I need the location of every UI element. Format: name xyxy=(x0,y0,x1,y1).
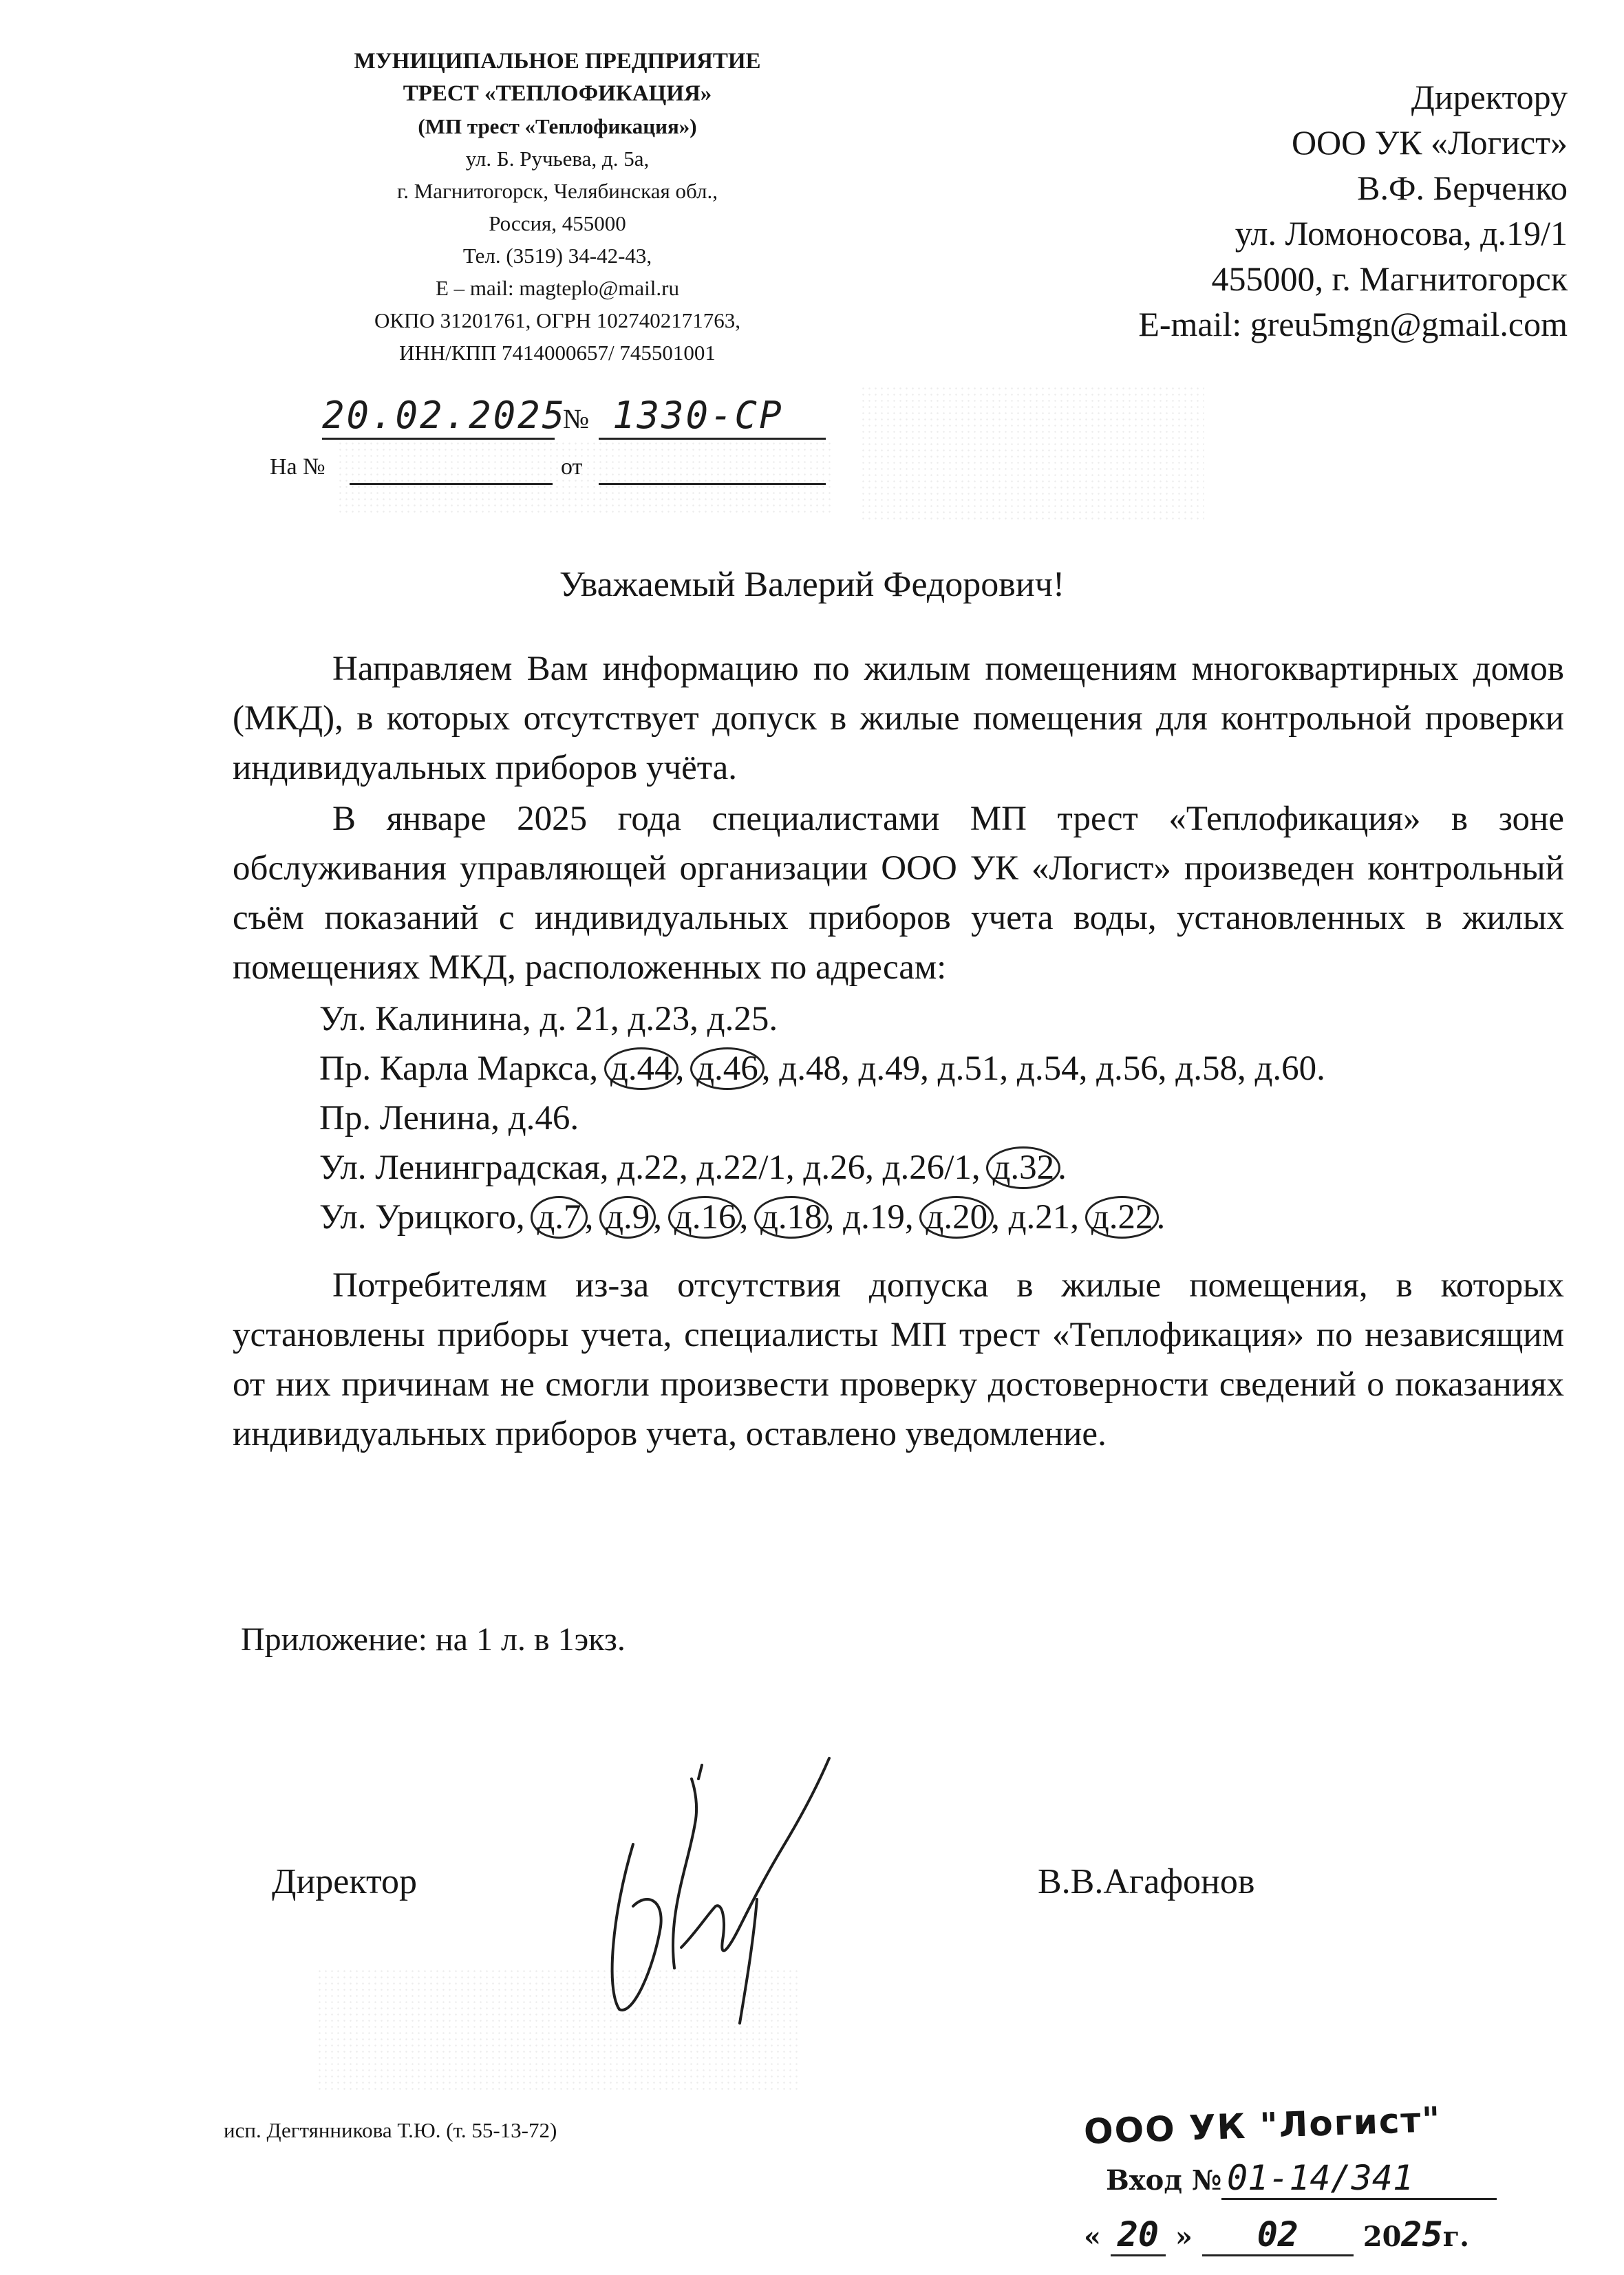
stamp-date-row xyxy=(1084,2214,1469,2256)
scan-noise xyxy=(860,385,1204,523)
addressee-line: E-mail: greu5mgn@gmail.com xyxy=(1138,305,1568,343)
outgoing-number: 1330-СР xyxy=(612,394,784,437)
addressee-line: ул. Ломоносова, д.19/1 xyxy=(1235,214,1568,253)
addressee-block xyxy=(948,74,1568,347)
addressee-line: 455000, г. Магнитогорск xyxy=(1211,259,1568,298)
salutation: Уважаемый Валерий Федорович! xyxy=(559,565,1065,604)
sender-line: ОКПО 31201761, ОГРН 1027402171763, xyxy=(374,308,741,332)
address-list xyxy=(319,994,1572,1242)
outgoing-date: 20.02.2025 xyxy=(322,394,567,437)
circled-house: д.18 xyxy=(754,1196,829,1239)
stamp-organization: ООО УК "Логист" xyxy=(1083,2099,1442,2153)
executor-note: исп. Дегтянникова Т.Ю. (т. 55-13-72) xyxy=(224,2118,557,2142)
incoming-stamp xyxy=(1083,2099,1579,2271)
circled-house: д.44 xyxy=(604,1047,679,1090)
sender-line: ТРЕСТ «ТЕПЛОФИКАЦИЯ» xyxy=(403,81,712,106)
address-uritskogo: Ул. Урицкого, д.7, д.9, д.16, д.18, д.19, д.20, д.21, д.22. xyxy=(319,1193,1572,1242)
paragraph: В январе 2025 года специалистами МП трест «Теплофикация» в зоне обслуживания управляющей организации ООО УК «Логист» произведен контрольный съём показаний с индивидуальных приборов учета воды, установленных в жилых помещениях МКД, расположенных по адресам: xyxy=(233,800,1564,987)
circled-house: д.22 xyxy=(1085,1196,1160,1239)
paragraph: Потребителям из-за отсутствия допуска в жилые помещения, в которых установлены приборы учета, специалисты МП трест «Теплофикация» по независящим от них причинам не смогли произвести проверку достоверности сведений о показаниях индивидуальных приборов учета, оставлено уведомление. xyxy=(233,1266,1564,1453)
stamp-date-open-quote: « xyxy=(1084,2221,1101,2253)
addressee-line: ООО УК «Логист» xyxy=(1291,123,1568,162)
stamp-incoming-row xyxy=(1106,2164,1221,2197)
address-kalinina: Ул. Калинина, д. 21, д.23, д.25. xyxy=(319,1000,778,1038)
appendix-note: Приложение: на 1 л. в 1экз. xyxy=(241,1621,626,1658)
sender-line: ул. Б. Ручьева, д. 5а, xyxy=(465,147,650,171)
stamp-date-close-quote: » xyxy=(1175,2221,1193,2253)
sender-line: Россия, 455000 xyxy=(489,211,626,235)
reply-to-label: На № xyxy=(270,454,325,480)
circled-house: д.16 xyxy=(668,1196,742,1239)
stamp-year-end: г. xyxy=(1442,2221,1470,2253)
stamp-incoming-label: Вход № xyxy=(1106,2164,1222,2197)
stamp-incoming-field xyxy=(1221,2158,1497,2200)
address-lenina: Пр. Ленина, д.46. xyxy=(319,1099,579,1138)
signatory-name: В.В.Агафонов xyxy=(1038,1862,1255,1901)
addressee-line: Директору xyxy=(1411,78,1568,116)
sender-line: (МП трест «Теплофикация») xyxy=(418,114,697,138)
sender-line: МУНИЦИПАЛЬНОЕ ПРЕДПРИЯТИЕ xyxy=(354,49,761,74)
letter-body-top xyxy=(233,644,1564,994)
letter-body-bottom xyxy=(233,1261,1564,1460)
stamp-day: 20 xyxy=(1111,2214,1166,2256)
outgoing-number-label: № xyxy=(563,403,590,434)
sender-line: г. Магнитогорск, Челябинская обл., xyxy=(396,179,718,203)
sender-line: Тел. (3519) 34-42-43, xyxy=(462,244,652,268)
handwritten-signature xyxy=(592,1741,840,2030)
stamp-month: 02 xyxy=(1202,2214,1354,2256)
paragraph: Направляем Вам информацию по жилым помещениям многоквартирных домов (МКД), в которых отсутствует допуск в жилые помещения для контрольной проверки индивидуальных приборов учёта. xyxy=(233,650,1564,787)
reply-from-field xyxy=(599,454,826,485)
outgoing-number-field xyxy=(599,394,826,440)
reply-to-field xyxy=(350,454,553,485)
signatory-title: Директор xyxy=(272,1862,417,1901)
stamp-incoming-number: 01-14/341 xyxy=(1227,2158,1413,2198)
stamp-year-prefix: 20 xyxy=(1363,2221,1402,2253)
circled-house: д.9 xyxy=(599,1196,656,1239)
address-leningradskaya: Ул. Ленинградская, д.22, д.22/1, д.26, д.26/1, д.32. xyxy=(319,1143,1572,1193)
sender-block xyxy=(261,45,853,369)
circled-house: д.46 xyxy=(690,1047,765,1090)
sender-line: E – mail: magteplo@mail.ru xyxy=(436,276,679,300)
address-marksa: Пр. Карла Маркса, д.44, д.46, д.48, д.49, д.51, д.54, д.56, д.58, д.60. xyxy=(319,1044,1572,1093)
circled-house: д.7 xyxy=(531,1196,587,1239)
circled-house: д.20 xyxy=(919,1196,994,1239)
sender-line: ИНН/КПП 7414000657/ 745501001 xyxy=(399,341,716,365)
addressee-line: В.Ф. Берченко xyxy=(1357,169,1568,207)
outgoing-date-field xyxy=(322,394,567,440)
reply-from-label: от xyxy=(561,454,583,480)
circled-house: д.32 xyxy=(986,1146,1060,1189)
stamp-year-suffix: 25 xyxy=(1401,2214,1443,2254)
